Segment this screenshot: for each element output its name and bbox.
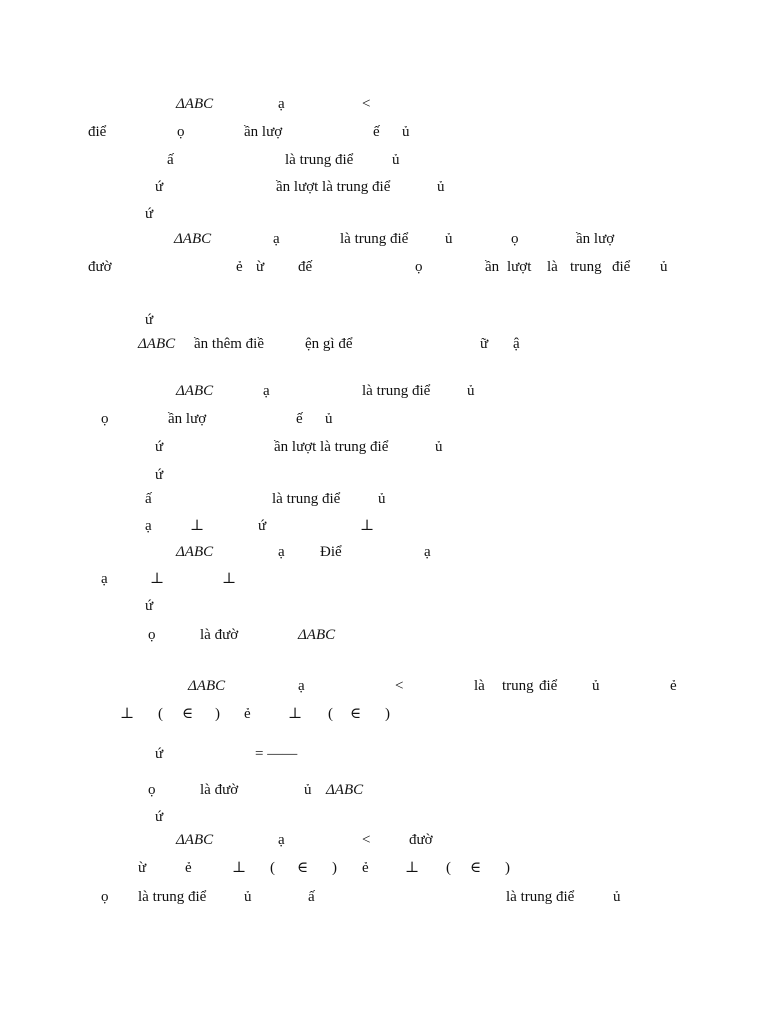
text-fragment: ừ (256, 259, 265, 275)
text-fragment: là trung điể (138, 889, 207, 905)
text-fragment: lượt (507, 259, 532, 275)
text-fragment: là (474, 678, 485, 694)
text-fragment: ần lượt là trung điể (276, 179, 391, 195)
text-fragment: ạ (273, 231, 280, 247)
math-expression: ΔABC (326, 782, 364, 798)
text-fragment: ọ (101, 889, 109, 905)
text-fragment: là trung điể (340, 231, 409, 247)
text-fragment: ủ (445, 231, 453, 247)
text-fragment: là trung điể (285, 152, 354, 168)
text-fragment: ủ (402, 124, 410, 140)
text-fragment: ⊥ (222, 571, 237, 587)
text-fragment: ần lượ (168, 411, 207, 427)
text-fragment: ( (328, 706, 333, 722)
text-fragment: ấ (308, 889, 315, 905)
text-fragment: ế (296, 411, 303, 427)
text-fragment: ủ (435, 439, 443, 455)
text-fragment: ẻ (185, 860, 192, 876)
text-fragment: ẻ (362, 860, 369, 876)
text-fragment: ) (385, 706, 390, 722)
text-fragment: ần lượ (576, 231, 615, 247)
text-fragment: ∈ (297, 860, 309, 876)
text-fragment: ữ (480, 336, 489, 352)
text-fragment: ện gì để (305, 336, 353, 352)
text-fragment: ứ (145, 312, 154, 328)
text-fragment: ⊥ (150, 571, 165, 587)
text-fragment: điể (612, 259, 631, 275)
text-fragment: ọ (101, 411, 109, 427)
text-fragment: ⊥ (190, 518, 205, 534)
text-fragment: ạ (145, 518, 152, 534)
text-fragment: ủ (244, 889, 252, 905)
text-fragment: ần thêm điề (194, 336, 264, 352)
text-fragment: ⊥ (288, 706, 303, 722)
text-fragment: Điể (320, 544, 342, 560)
text-fragment: ẻ (670, 678, 677, 694)
text-fragment: ẻ (236, 259, 243, 275)
text-fragment: ứ (155, 439, 164, 455)
text-fragment: < (362, 832, 371, 848)
text-fragment: ∈ (182, 706, 194, 722)
text-fragment: ấ (167, 152, 174, 168)
text-fragment: ( (446, 860, 451, 876)
text-fragment: ọ (415, 259, 423, 275)
text-fragment: ủ (325, 411, 333, 427)
text-fragment: ( (270, 860, 275, 876)
text-fragment: ủ (592, 678, 600, 694)
text-fragment: ứ (155, 809, 164, 825)
text-fragment: ọ (148, 782, 156, 798)
text-fragment: ủ (304, 782, 312, 798)
text-fragment: ứ (145, 206, 154, 222)
text-fragment: ẻ (244, 706, 251, 722)
text-fragment: ạ (278, 832, 285, 848)
text-fragment: ấ (145, 491, 152, 507)
text-fragment: ⊥ (120, 706, 135, 722)
text-fragment: ạ (263, 383, 270, 399)
math-expression: ΔABC (298, 627, 336, 643)
text-fragment: ần lượt là trung điể (274, 439, 389, 455)
text-fragment: đế (298, 259, 313, 275)
text-fragment: ứ (155, 467, 164, 483)
text-fragment: điể (88, 124, 107, 140)
text-fragment: ừ (138, 860, 147, 876)
math-expression: ΔABC (176, 96, 214, 112)
text-fragment: ọ (148, 627, 156, 643)
text-fragment: đườ (88, 259, 112, 275)
text-fragment: = —— (255, 746, 298, 762)
text-fragment: ) (332, 860, 337, 876)
text-fragment: ứ (155, 179, 164, 195)
text-fragment: là trung điể (362, 383, 431, 399)
text-fragment: ủ (392, 152, 400, 168)
text-fragment: là trung điể (272, 491, 341, 507)
text-fragment: ần lượ (244, 124, 283, 140)
text-fragment: là trung điể (506, 889, 575, 905)
text-fragment: ậ (513, 336, 520, 352)
text-fragment: ⊥ (232, 860, 247, 876)
text-fragment: ủ (437, 179, 445, 195)
text-fragment: ủ (378, 491, 386, 507)
text-fragment: ∈ (470, 860, 482, 876)
text-fragment: ủ (467, 383, 475, 399)
text-fragment: ạ (278, 544, 285, 560)
text-fragment: ủ (613, 889, 621, 905)
text-fragment: trung (570, 259, 602, 275)
math-expression: ΔABC (138, 336, 176, 352)
text-fragment: là đườ (200, 782, 239, 798)
text-fragment: ⊥ (360, 518, 375, 534)
text-fragment: < (395, 678, 404, 694)
text-fragment: ủ (660, 259, 668, 275)
text-fragment: điể (539, 678, 558, 694)
text-fragment: là (547, 259, 558, 275)
text-fragment: ) (215, 706, 220, 722)
text-fragment: ọ (511, 231, 519, 247)
text-fragment: ứ (145, 598, 154, 614)
text-fragment: trung (502, 678, 534, 694)
text-fragment: ần (485, 259, 500, 275)
text-fragment: ứ (155, 746, 164, 762)
text-fragment: ạ (101, 571, 108, 587)
text-fragment: ế (373, 124, 380, 140)
text-fragment: ∈ (350, 706, 362, 722)
math-expression: ΔABC (174, 231, 212, 247)
text-fragment: ọ (177, 124, 185, 140)
text-fragment: là đườ (200, 627, 239, 643)
math-expression: ΔABC (188, 678, 226, 694)
math-expression: ΔABC (176, 383, 214, 399)
text-fragment: < (362, 96, 371, 112)
text-fragment: đườ (409, 832, 433, 848)
math-expression: ΔABC (176, 832, 214, 848)
text-fragment: ạ (424, 544, 431, 560)
text-fragment: ⊥ (405, 860, 420, 876)
text-fragment: ứ (258, 518, 267, 534)
text-fragment: ) (505, 860, 510, 876)
math-expression: ΔABC (176, 544, 214, 560)
text-fragment: ạ (278, 96, 285, 112)
text-fragment: ạ (298, 678, 305, 694)
text-fragment: ( (158, 706, 163, 722)
